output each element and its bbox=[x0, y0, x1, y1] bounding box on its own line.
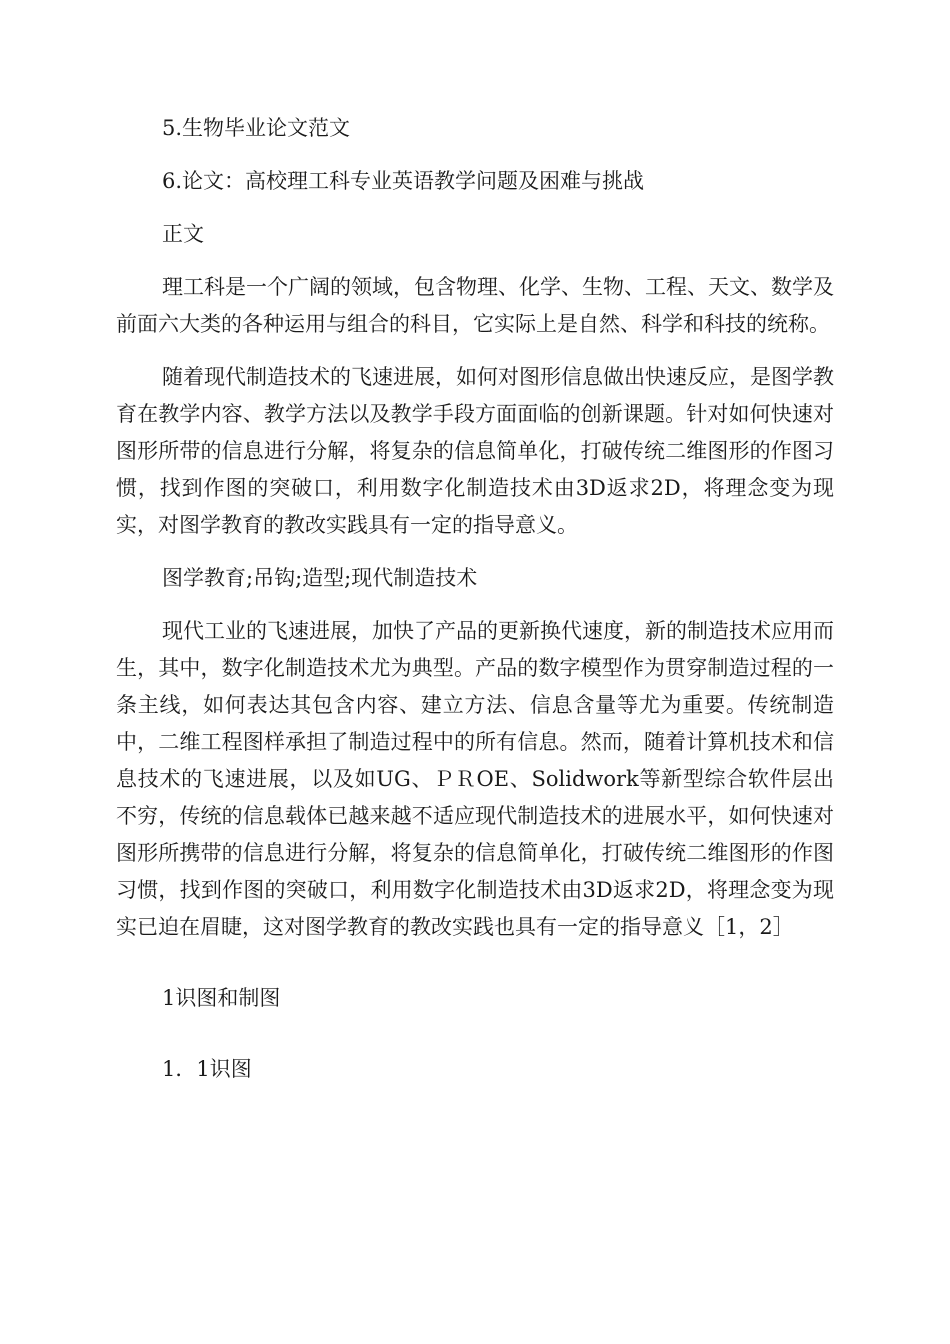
subsection-heading: 1．1识图 bbox=[162, 1057, 252, 1081]
intro-paragraph: 理工科是一个广阔的领域，包含物理、化学、生物、工程、天文、数学及前面六大类的各种运用与组合的科目，它实际上是自然、科学和科技的统称。 bbox=[116, 275, 834, 336]
body-paragraph: 现代工业的飞速进展，加快了产品的更新换代速度，新的制造技术应用而生，其中，数字化制造技术尤为典型。产品的数字模型作为贯穿制造过程的一条主线，如何表达其包含内容、建立方法、信息含量等尤为重要。传统制造中，二维工程图样承担了制造过程中的所有信息。然而，随着计算机技术和信息技术的飞速进展，以及如UG、ＰＲOE、Solidwork等新型综合软件层出不穷，传统的信息载体已越来越不适应现代制造技术的进展水平，如何快速对图形所携带的信息进行分解，将复杂的信息简单化，打破传统二维图形的作图习惯，找到作图的突破口，利用数字化制造技术由3D返求2D，将理念变为现实已迫在眉睫，这对图学教育的教改实践也具有一定的指导意义［1，2］ bbox=[116, 619, 834, 939]
related-link-item: 5.生物毕业论文范文 bbox=[162, 116, 351, 140]
document-content bbox=[116, 110, 834, 1104]
abstract-paragraph: 随着现代制造技术的飞速进展，如何对图形信息做出快速反应，是图学教育在教学内容、教学方法以及教学手段方面面临的创新课题。针对如何快速对图形所带的信息进行分解，将复杂的信息简单化，打破传统二维图形的作图习惯，找到作图的突破口，利用数字化制造技术由3D返求2D，将理念变为现实，对图学教育的教改实践具有一定的指导意义。 bbox=[116, 365, 834, 537]
related-link-item: 6.论文：高校理工科专业英语教学问题及困难与挑战 bbox=[162, 169, 645, 193]
keywords-line: 图学教育;吊钩;造型;现代制造技术 bbox=[162, 566, 478, 590]
section-label: 正文 bbox=[162, 222, 204, 246]
section-heading: 1识图和制图 bbox=[162, 986, 281, 1010]
